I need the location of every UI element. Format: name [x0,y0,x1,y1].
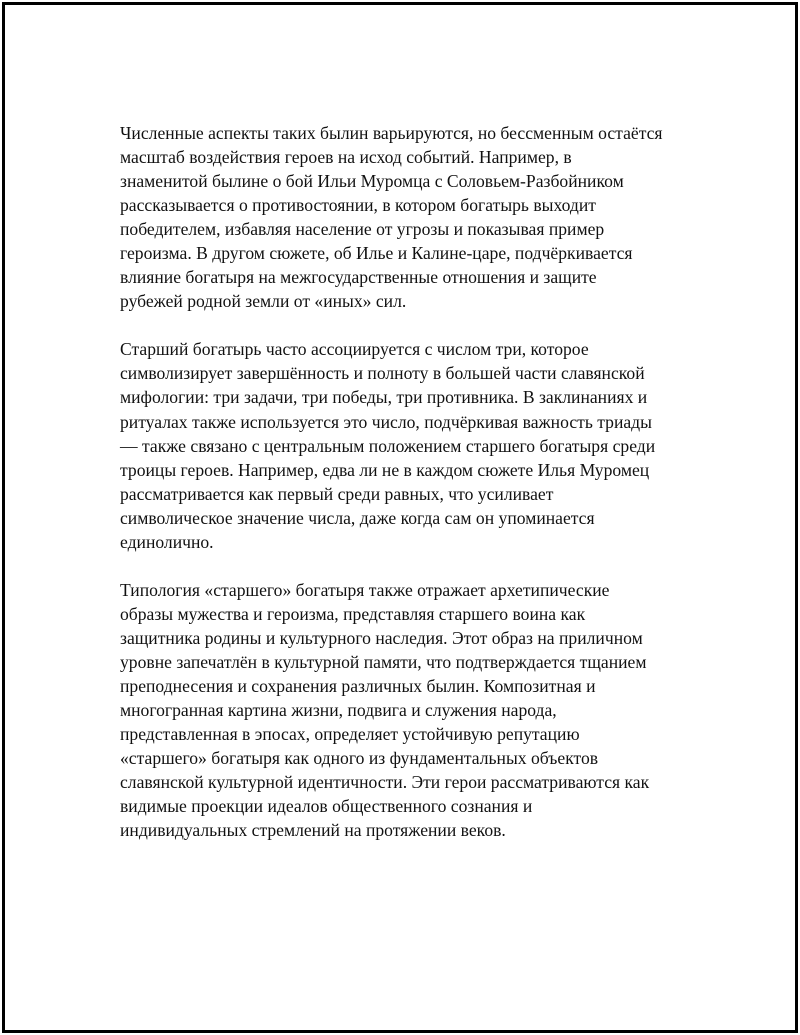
text-line: победителем, избавляя население от угрозы и показывая пример [120,219,605,240]
text-line: рубежей родной земли от «иных» сил. [120,291,407,312]
text-line: мифологии: три задачи, три победы, три противника. В заклинаниях и [120,387,648,408]
text-line: видимые проекции идеалов общественного сознания и [120,796,533,817]
text-line: знаменитой былине о бой Ильи Муромца с Соловьем-Разбойником [120,171,624,192]
text-line: образы мужества и героизма, представляя старшего воина как [120,603,586,624]
text-line: — также связано с центральным положением старшего богатыря среди [120,435,656,456]
text-line: троицы героев. Например, едва ли не в каждом сюжете Илья Муромец [120,459,650,480]
text-line: защитника родины и культурного наследия. Этот образ на приличном [120,627,643,648]
text-line: влияние богатыря на межгосударственные отношения и защите [120,267,597,288]
paragraph-2 [120,337,710,553]
text-line: преподнесения и сохранения различных былин. Композитная и [120,675,596,696]
text-line: многогранная картина жизни, подвига и служения народа, [120,700,557,721]
text-line: уровне запечатлён в культурной памяти, что подтверждается тщанием [120,651,647,672]
text-line: представленная в эпосах, определяет устойчивую репутацию [120,724,580,745]
document-body [120,121,710,866]
text-line: ритуалах также используется это число, подчёркивая важность триады [120,411,652,432]
text-line: Численные аспекты таких былин варьируются, но бессменным остаётся [120,123,663,143]
text-line: героизма. В другом сюжете, об Илье и Калине-царе, подчёркивается [120,243,633,264]
paragraph-3 [120,578,710,843]
text-line: единолично. [120,531,214,552]
text-line: рассказывается о противостоянии, в котором богатырь выходит [120,195,596,216]
text-line: масштаб воздействия героев на исход событий. Например, в [120,147,572,168]
text-line: индивидуальных стремлений на протяжении веков. [120,820,506,841]
paragraph-1 [120,121,710,313]
text-line: символическое значение числа, даже когда сам он упоминается [120,507,595,528]
page-frame [2,2,798,1033]
text-line: Старший богатырь часто ассоциируется с числом три, которое [120,339,589,360]
text-line: символизирует завершённость и полноту в большей части славянской [120,363,645,384]
text-line: «старшего» богатыря как одного из фундаментальных объектов [120,748,599,769]
text-line: Типология «старшего» богатыря также отражает архетипические [120,579,610,600]
text-line: рассматривается как первый среди равных, что усиливает [120,483,554,504]
text-line: славянской культурной идентичности. Эти герои рассматриваются как [120,772,650,793]
